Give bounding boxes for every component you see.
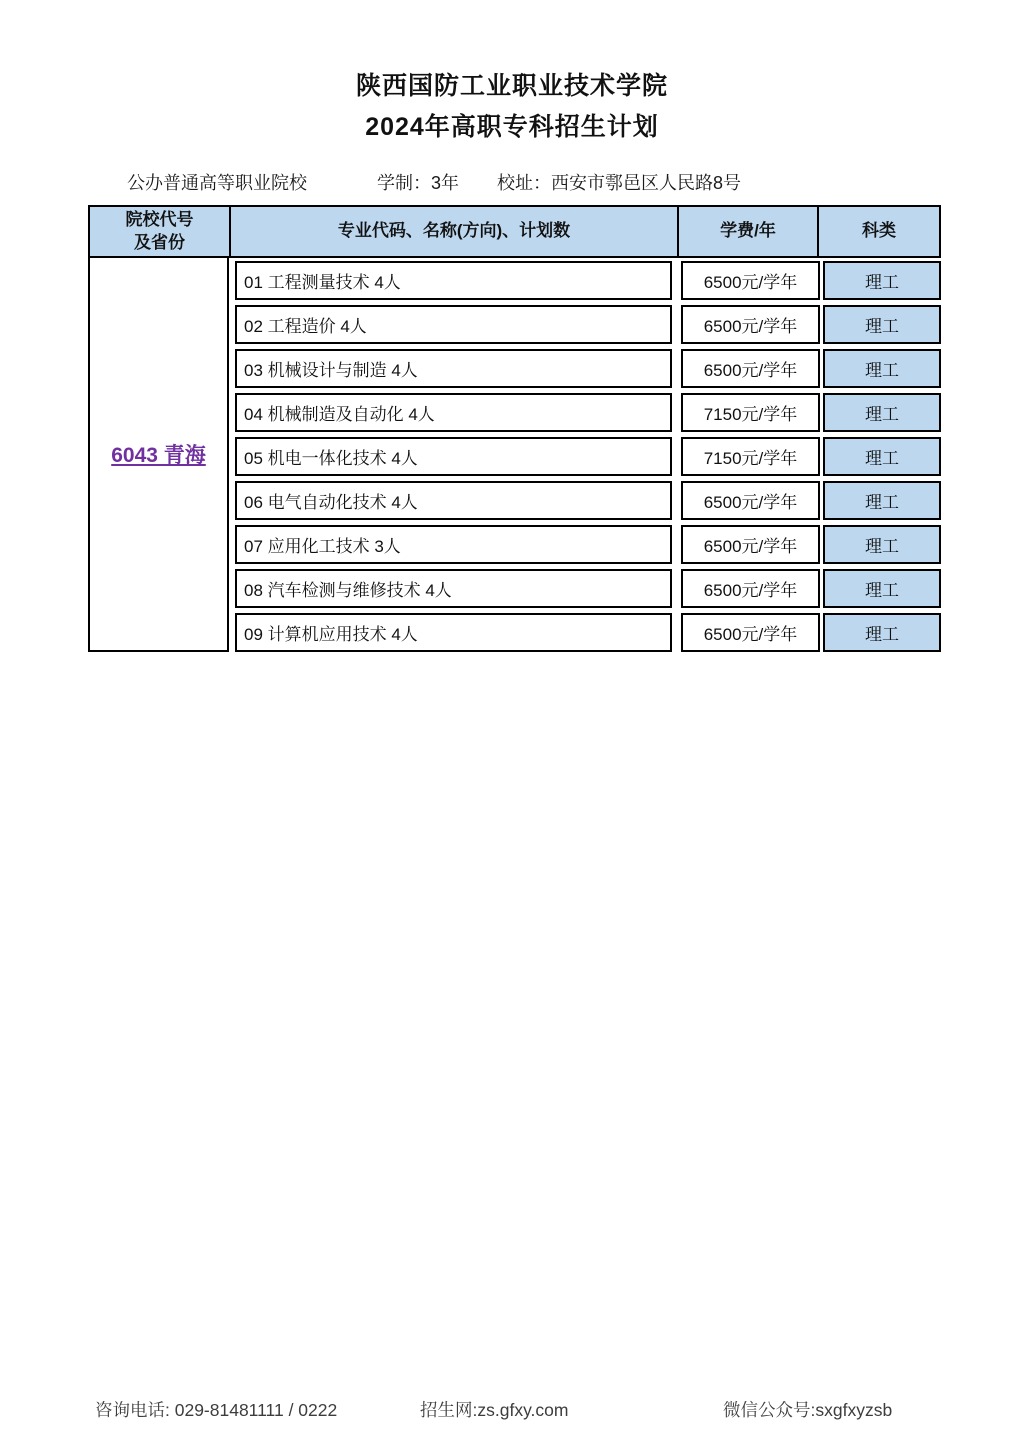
col-header-fee: 学费/年 (677, 207, 817, 256)
row-spacer (672, 613, 681, 652)
table-row (235, 569, 941, 608)
category-cell: 理工 (823, 305, 941, 344)
major-cell: 06 电气自动化技术 4人 (235, 481, 672, 520)
col-header-category: 科类 (817, 207, 939, 256)
category-cell: 理工 (823, 525, 941, 564)
school-info-line (127, 169, 741, 195)
col-header-major: 专业代码、名称(方向)、计划数 (229, 207, 677, 256)
table-row (235, 437, 941, 476)
major-cell: 04 机械制造及自动化 4人 (235, 393, 672, 432)
table-row (235, 613, 941, 652)
category-cell: 理工 (823, 481, 941, 520)
table-row (235, 305, 941, 344)
category-cell: 理工 (823, 613, 941, 652)
row-spacer (672, 261, 681, 300)
major-cell: 02 工程造价 4人 (235, 305, 672, 344)
fee-cell: 6500元/学年 (681, 613, 820, 652)
row-spacer (672, 305, 681, 344)
table-row (235, 481, 941, 520)
page-title: 陕西国防工业职业技术学院 (355, 72, 668, 100)
footer-wechat-text: 微信公众号:sxgfxyzsb (723, 1400, 893, 1420)
table-row (235, 349, 941, 388)
col-header-college-code: 院校代号 及省份 (125, 210, 194, 252)
major-cell: 09 计算机应用技术 4人 (235, 613, 672, 652)
category-cell: 理工 (823, 261, 941, 300)
row-spacer (672, 569, 681, 608)
fee-cell: 6500元/学年 (681, 305, 820, 344)
major-cell: 01 工程测量技术 4人 (235, 261, 672, 300)
fee-cell: 6500元/学年 (681, 349, 820, 388)
fee-cell: 6500元/学年 (681, 569, 820, 608)
fee-cell: 6500元/学年 (681, 481, 820, 520)
study-duration-text: 学制：3年 (377, 173, 460, 193)
fee-cell: 6500元/学年 (681, 525, 820, 564)
row-spacer (672, 349, 681, 388)
category-cell: 理工 (823, 569, 941, 608)
footer-phone-text: 咨询电话: 029-81481111 / 0222 (95, 1400, 338, 1420)
college-code-link[interactable]: 6043 青海 (111, 444, 206, 467)
fee-cell: 7150元/学年 (681, 393, 820, 432)
fee-cell: 6500元/学年 (681, 261, 820, 300)
category-cell: 理工 (823, 393, 941, 432)
college-code-cell (88, 258, 229, 652)
category-cell: 理工 (823, 437, 941, 476)
enrollment-table (88, 205, 941, 652)
table-row (235, 393, 941, 432)
table-row (235, 261, 941, 300)
table-row (235, 525, 941, 564)
footer-contact-line (0, 1397, 1024, 1427)
major-cell: 08 汽车检测与维修技术 4人 (235, 569, 672, 608)
footer-website-text[interactable]: 招生网:zs.gfxy.com (420, 1400, 569, 1420)
row-spacer (672, 525, 681, 564)
row-spacer (672, 481, 681, 520)
row-spacer (672, 393, 681, 432)
major-cell: 03 机械设计与制造 4人 (235, 349, 672, 388)
fee-cell: 7150元/学年 (681, 437, 820, 476)
table-header-row (88, 205, 941, 258)
school-type-text: 公办普通高等职业院校 (127, 173, 307, 193)
page-subtitle: 2024年高职专科招生计划 (365, 113, 659, 141)
row-spacer (672, 437, 681, 476)
school-address-text: 校址：西安市鄠邑区人民路8号 (497, 173, 742, 193)
major-rows (235, 261, 941, 652)
category-cell: 理工 (823, 349, 941, 388)
table-body (88, 258, 941, 652)
major-cell: 05 机电一体化技术 4人 (235, 437, 672, 476)
major-cell: 07 应用化工技术 3人 (235, 525, 672, 564)
